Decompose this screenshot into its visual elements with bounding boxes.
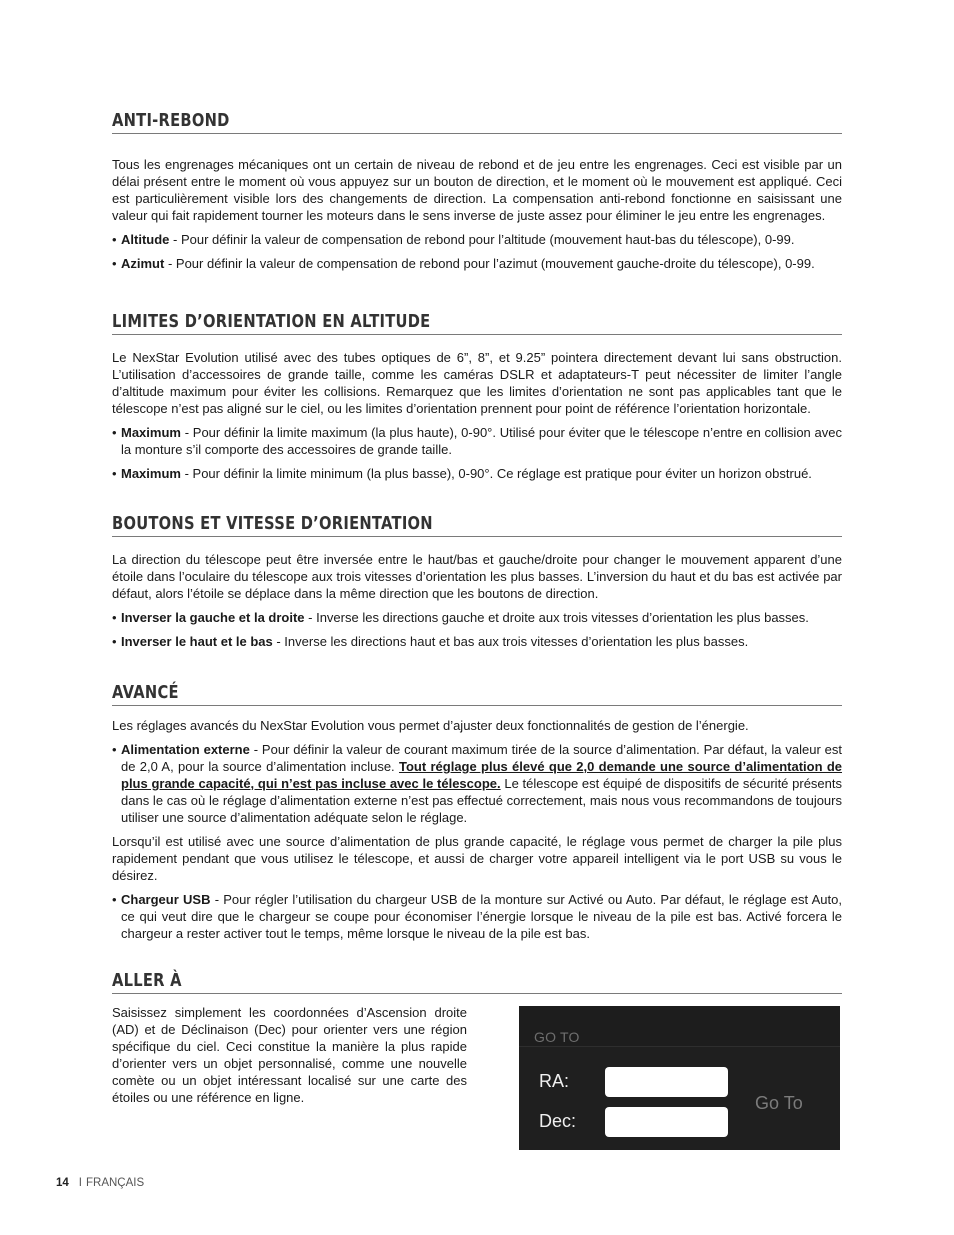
goto-panel <box>519 1006 840 1150</box>
bullet-dot: • <box>112 425 117 440</box>
ra-label: RA: <box>539 1071 570 1091</box>
section-limites-orientation <box>112 311 842 482</box>
bullet-dot: • <box>112 742 117 757</box>
bullet-term: Inverser la gauche et la droite <box>121 610 305 625</box>
footer-separator: I <box>78 1177 82 1189</box>
bullet-alimentation-externe <box>112 741 842 826</box>
page-footer <box>56 1177 144 1189</box>
section-avance <box>112 682 842 942</box>
section-paragraph: Lorsqu’il est utilisé avec une source d’alimentation de plus grande capacité, le réglage vous permet de charger la pile plus rapidement pendant que vous utilisez le télescope, et aussi de charger votre appareil intelligent via le port USB su vous le désirez. <box>112 834 842 883</box>
go-to-button[interactable]: Go To <box>755 1090 825 1116</box>
bullet-term: Chargeur USB <box>121 892 211 907</box>
section-title: ANTI-REBOND <box>112 111 230 131</box>
ra-input[interactable] <box>605 1067 728 1097</box>
section-title: LIMITES D’ORIENTATION EN ALTITUDE <box>112 312 431 332</box>
goto-title: GO TO <box>534 1029 580 1045</box>
bullet-text: Le télescope est équipé de dispositifs de sécurité présents dans le cas où le réglage d’alimentation externe n’est pas effectué correctement, mais nous vous recommandons de toujours utiliser une source d’alimentation adéquate selon le réglage. <box>121 776 842 825</box>
bullet-term: Inverser le haut et le bas <box>121 634 273 649</box>
bullet-text: - Pour définir la limite maximum (la plus haute), 0-90°. Utilisé pour éviter que le télescope n’entre en collision avec la monture s’il comporte des accessoires de grande taille. <box>121 425 842 457</box>
bullet-text: - Pour définir la limite minimum (la plus basse), 0-90°. Ce réglage est pratique pour éviter un horizon obstrué. <box>180 466 812 481</box>
bullet-dot: • <box>112 634 117 649</box>
bullet-text: - Pour régler l’utilisation du chargeur USB de la monture sur Activé ou Auto. Par défaut, le réglage est Auto, ce qui veut dire que le chargeur se coupe pour économiser l’énergie lorsque le niveau de la pile est bas. Activé forcera le chargeur a rester activer tout le temps, même lorsque le niveau de la pile est bas. <box>121 892 842 941</box>
bullet-inverser-haut-bas <box>112 633 842 650</box>
bullet-text: - Pour définir la valeur de compensation de rebond pour l’altitude (mouvement haut-bas du télescope), 0-99. <box>169 232 795 247</box>
bullet-dot: • <box>112 610 117 625</box>
section-title: ALLER À <box>112 971 182 991</box>
bullet-term: Altitude <box>121 232 170 247</box>
goto-header <box>519 1006 840 1047</box>
section-title: AVANCÉ <box>112 683 179 703</box>
bullet-term: Maximum <box>121 466 181 481</box>
section-intro: Le NexStar Evolution utilisé avec des tubes optiques de 6”, 8”, et 9.25” pointera directement devant lui sans obstruction. L’utilisation d’accessoires de grande taille, comme les caméras DSLR et adaptateurs-T peut nécessiter de limiter l’angle d’altitude maximum pour éviter les collisions. Remarquez que les limites d’orientation ne sont pas applicables tant que le télescope n’est pas aligné sur le ciel, ou les limites d’orientation prennent pour point de référence l’orientation horizontale. <box>112 350 842 416</box>
bullet-altitude <box>112 231 842 248</box>
bullet-text: - Inverse les directions haut et bas aux trois vitesses d’orientation les plus basses. <box>272 634 749 649</box>
bullet-maximum <box>112 424 842 458</box>
bullet-azimut <box>112 255 842 272</box>
section-intro: Les réglages avancés du NexStar Evolution vous permet d’ajuster deux fonctionnalités de gestion de l’énergie. <box>112 718 749 733</box>
bullet-dot: • <box>112 232 117 247</box>
bullet-minimum <box>112 465 842 482</box>
section-title: BOUTONS ET VITESSE D’ORIENTATION <box>112 514 433 534</box>
section-intro: La direction du télescope peut être inversée entre le haut/bas et gauche/droite pour changer le mouvement apparent d’une étoile dans l’oculaire du télescope aux trois vitesses d’orientation les plus basses. L’inversion du haut et du bas est activée par défaut, alors l’étoile se déplace dans la même direction que les boutons de direction. <box>112 552 842 601</box>
page-number: 14 <box>56 1177 69 1189</box>
section-intro: Saisissez simplement les coordonnées d’Ascension droite (AD) et de Déclinaison (Dec) pour orienter vers une région spécifique du ciel. Ceci constitue la manière la plus rapide d’orienter vers un objet personnalisé, comme une nouvelle comète ou un objet intéressant localisé sur une carte des étoiles ou une référence en ligne. <box>112 1005 467 1105</box>
bullet-chargeur-usb <box>112 891 842 942</box>
dec-input[interactable] <box>605 1107 728 1137</box>
bullet-dot: • <box>112 466 117 481</box>
bullet-term: Maximum <box>121 425 181 440</box>
bullet-dot: • <box>112 256 117 271</box>
footer-language: FRANÇAIS <box>86 1177 145 1189</box>
bullet-term: Alimentation externe <box>121 742 250 757</box>
bullet-term: Azimut <box>121 256 165 271</box>
bullet-text: - Inverse les directions gauche et droite aux trois vitesses d’orientation les plus basses. <box>304 610 809 625</box>
section-anti-rebond <box>112 110 842 272</box>
dec-label: Dec: <box>539 1111 577 1131</box>
section-intro: Tous les engrenages mécaniques ont un certain de niveau de rebond et de jeu entre les engrenages. Ceci est visible par un délai présent entre le moment où vous appuyez sur un bouton de direction, et le moment où le mouvement est appliqué. Ceci est particulièrement visible lors des changements de direction. La compensation anti-rebond fonctionne en saisissant une valeur qui fait rapidement tourner les moteurs dans le sens inverse de juste assez pour éliminer le jeu entre les engrenages. <box>112 157 842 223</box>
bullet-text: - Pour définir la valeur de compensation de rebond pour l’azimut (mouvement gauche-droite du télescope), 0-99. <box>164 256 815 271</box>
bullet-dot: • <box>112 892 117 907</box>
bullet-inverser-gauche-droite <box>112 609 842 626</box>
bullet-text: - Pour définir la valeur de courant maximum tirée de la source d’alimentation. Par défaut, la valeur est de 2,0 A, pour la source d’alimentation incluse. <box>121 742 842 774</box>
warning-underline-text: Tout réglage plus élevé que 2,0 demande une source d’alimentation de plus grande capacité, qui n’est pas incluse avec le télescope. <box>121 759 842 791</box>
section-boutons-vitesse <box>112 513 842 650</box>
